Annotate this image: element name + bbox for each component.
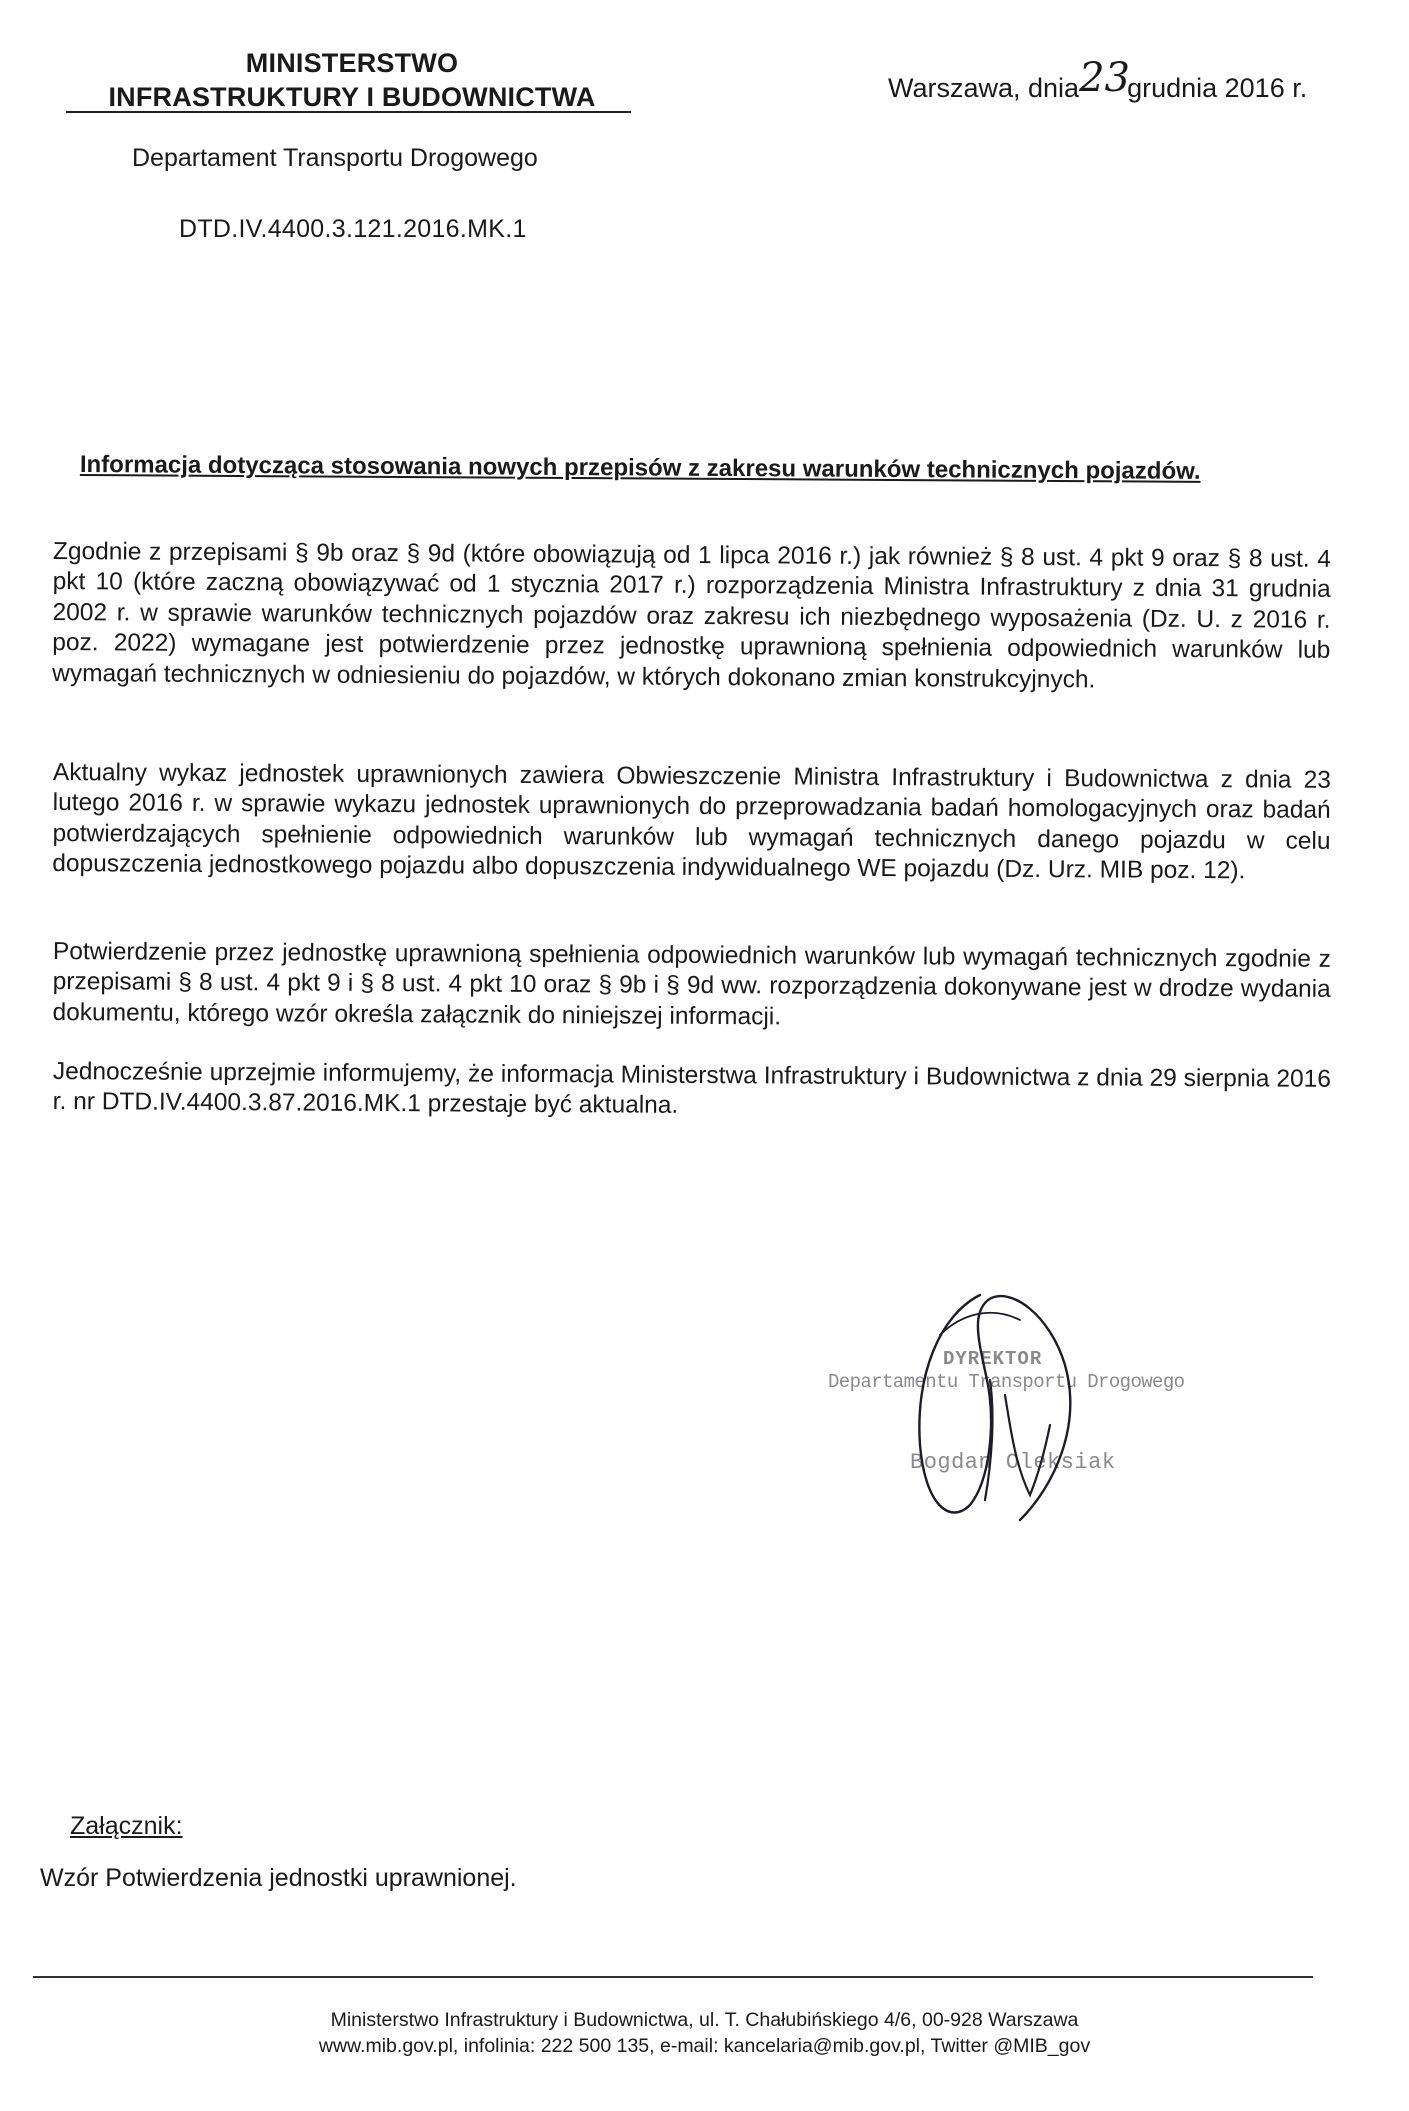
- stamp-name: Bogdan Oleksiak: [910, 1450, 1116, 1475]
- footer-address: Ministerstwo Infrastruktury i Budownictwa, ul. T. Chałubińskiego 4/6, 00-928 Warszawa: [330, 2009, 1079, 2031]
- document-date: [888, 55, 1308, 110]
- date-day-handwritten: 23: [1079, 55, 1130, 101]
- paragraph-4: Jednocześnie uprzejmie informujemy, że informacja Ministerstwa Infrastruktury i Budownictwa z dnia 29 sierpnia 2016 r. nr DTD.IV.4400.3.87.2016.MK.1 przestaje być aktualna.: [52, 1058, 1331, 1120]
- signature-block: [820, 1275, 1185, 1540]
- department-name: Departament Transportu Drogowego: [132, 144, 538, 172]
- date-prefix: Warszawa, dnia: [888, 73, 1080, 103]
- header-rule: [66, 111, 631, 113]
- handwritten-signature: [820, 1275, 1180, 1540]
- stamp-department: Departamentu Transportu Drogowego: [828, 1371, 1185, 1393]
- attachment-label: Załącznik:: [70, 1812, 183, 1840]
- ministry-name-line2: INFRASTRUKTURY I BUDOWNICTWA: [108, 82, 596, 112]
- paragraph-3: Potwierdzenie przez jednostkę uprawnioną spełnienia odpowiednich warunków lub wymagań technicznych zgodnie z przepisami § 8 ust. 4 pkt 9 i § 8 ust. 4 pkt 10 oraz § 9b i § 9d ww. rozporządzenia dokonywane jest w drodze wydania dokumentu, którego wzór określa załącznik do niniejszej informacji.: [52, 938, 1331, 1031]
- date-suffix: grudnia 2016 r.: [1127, 73, 1308, 103]
- ministry-name-line1: MINISTERSTWO: [245, 48, 459, 78]
- document-title: Informacja dotycząca stosowania nowych przepisów z zakresu warunków technicznych pojazdów.: [79, 450, 1201, 485]
- footer-rule: [33, 1976, 1313, 1978]
- paragraph-2: Aktualny wykaz jednostek uprawnionych zawiera Obwieszczenie Ministra Infrastruktury i Budownictwa z dnia 23 lutego 2016 r. w sprawie wykazu jednostek uprawnionych do przeprowadzania badań homologacyjnych oraz badań potwierdzających spełnienie odpowiednich warunków lub wymagań technicznych danego pojazdu w celu dopuszczenia jednostkowego pojazdu albo dopuszczenia indywidualnego WE pojazdu (Dz. Urz. MIB poz. 12).: [52, 759, 1331, 885]
- stamp-title: DYREKTOR: [943, 1348, 1043, 1370]
- reference-number: DTD.IV.4400.3.121.2016.MK.1: [179, 215, 527, 243]
- paragraph-1: Zgodnie z przepisami § 9b oraz § 9d (które obowiązują od 1 lipca 2016 r.) jak również § 8 ust. 4 pkt 9 oraz § 8 ust. 4 pkt 10 (które zaczną obowiązywać od 1 stycznia 2017 r.) rozporządzenia Ministra Infrastruktury z dnia 31 grudnia 2002 r. w sprawie warunków technicznych pojazdów oraz zakresu ich niezbędnego wyposażenia (Dz. U. z 2016 r. poz. 2022) wymagane jest potwierdzenie przez jednostkę uprawnioną spełnienia odpowiednich warunków lub wymagań technicznych w odniesieniu do pojazdów, w których dokonano zmian konstrukcyjnych.: [52, 538, 1331, 693]
- attachment-text: Wzór Potwierdzenia jednostki uprawnionej.: [40, 1864, 517, 1892]
- footer-contact: www.mib.gov.pl, infolinia: 222 500 135, e-mail: kancelaria@mib.gov.pl, Twitter @MIB_gov: [318, 2035, 1091, 2057]
- ministry-name: [72, 46, 632, 114]
